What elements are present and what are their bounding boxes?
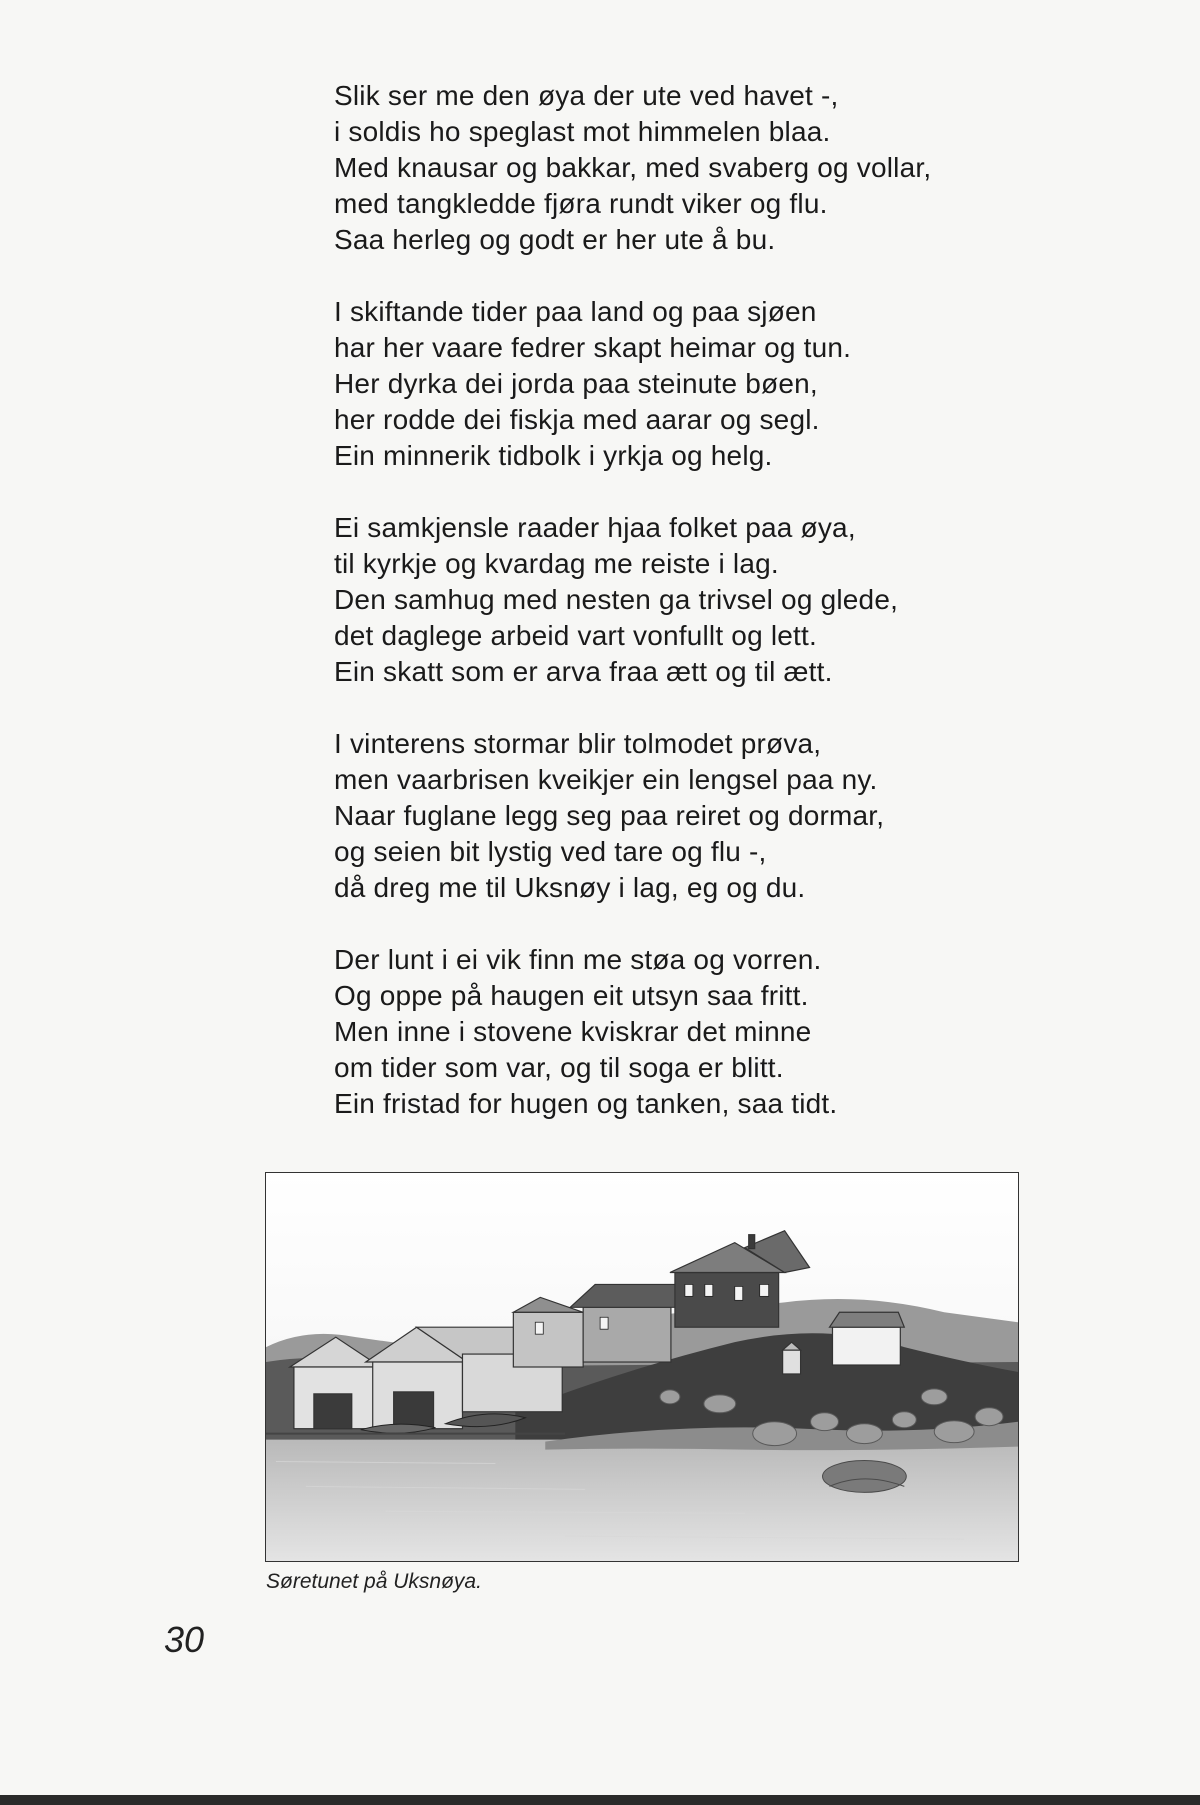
poem-line: Og oppe på haugen eit utsyn saa fritt. [334, 980, 809, 1011]
poem-line: I skiftande tider paa land og paa sjøen [334, 296, 817, 327]
poem-line: det daglege arbeid vart vonfullt og lett. [334, 620, 817, 651]
poem-stanza [334, 510, 1014, 690]
poem-line: Ein fristad for hugen og tanken, saa tidt. [334, 1088, 838, 1119]
poem-stanza [334, 78, 1014, 258]
poem-stanza [334, 726, 1014, 906]
poem-line: til kyrkje og kvardag me reiste i lag. [334, 548, 779, 579]
poem [334, 78, 1014, 1158]
poem-line: Slik ser me den øya der ute ved havet -, [334, 80, 839, 111]
poem-line: Der lunt i ei vik finn me støa og vorren. [334, 944, 822, 975]
poem-line: om tider som var, og til soga er blitt. [334, 1052, 784, 1083]
poem-line: Ein minnerik tidbolk i yrkja og helg. [334, 440, 773, 471]
photo-soretunet [265, 1172, 1019, 1562]
poem-line: Med knausar og bakkar, med svaberg og vollar, [334, 152, 932, 183]
poem-line: I vinterens stormar blir tolmodet prøva, [334, 728, 822, 759]
page-number: 30 [164, 1619, 205, 1660]
poem-line: har her vaare fedrer skapt heimar og tun. [334, 332, 852, 363]
poem-line: Saa herleg og godt er her ute å bu. [334, 224, 776, 255]
poem-line: Men inne i stovene kviskrar det minne [334, 1016, 812, 1047]
photo-image [266, 1173, 1018, 1561]
poem-line: med tangkledde fjøra rundt viker og flu. [334, 188, 828, 219]
poem-line: i soldis ho speglast mot himmelen blaa. [334, 116, 831, 147]
poem-line: Her dyrka dei jorda paa steinute bøen, [334, 368, 818, 399]
poem-line: då dreg me til Uksnøy i lag, eg og du. [334, 872, 806, 903]
poem-line: og seien bit lystig ved tare og flu -, [334, 836, 767, 867]
poem-line: men vaarbrisen kveikjer ein lengsel paa ny. [334, 764, 878, 795]
poem-line: Ei samkjensle raader hjaa folket paa øya, [334, 512, 856, 543]
poem-line: her rodde dei fiskja med aarar og segl. [334, 404, 820, 435]
poem-line: Den samhug med nesten ga trivsel og glede, [334, 584, 899, 615]
bottom-edge-rule [0, 1795, 1200, 1805]
poem-line: Ein skatt som er arva fraa ætt og til ætt. [334, 656, 833, 687]
poem-line: Naar fuglane legg seg paa reiret og dormar, [334, 800, 885, 831]
photo-caption: Søretunet på Uksnøya. [266, 1570, 482, 1593]
poem-stanza [334, 942, 1014, 1122]
poem-stanza [334, 294, 1014, 474]
